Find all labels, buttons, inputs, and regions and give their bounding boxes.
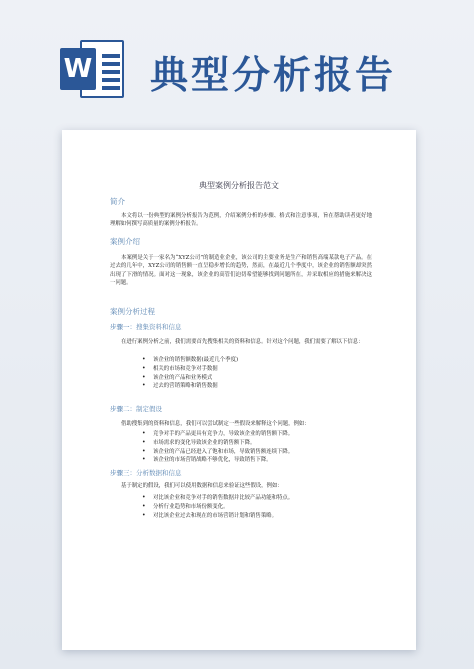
paragraph-step3: 基于制定的假设，我们可以使用数据和信息来验证这些假设，例如： bbox=[121, 483, 283, 489]
list-item: • 市场需求的变化导致该企业的销售额下降。 bbox=[142, 439, 370, 448]
list-item: • 过去的营销策略和销售数据 bbox=[142, 382, 370, 391]
list-item: • 该企业的市场营销战略不够优化，导致销售下降。 bbox=[142, 456, 370, 465]
word-document-icon bbox=[60, 40, 124, 98]
list-item: • 该企业的产品已经进入了饱和市场，导致销售额连续下降。 bbox=[142, 448, 370, 457]
step3-title: 分析数据和信息 bbox=[136, 469, 182, 477]
heading-process: 案例分析过程 bbox=[110, 307, 155, 316]
paragraph-case: 本案例是关于一家名为“XYZ公司”的制造业企业，该公司的主要业务是生产和销售高端某款电子产品。在过去的几年中，XYZ公司的销售额一直呈稳步增长的趋势，然而，在最近几个季度中，该企业的销售额却突然出现了下滑的情况。面对这一现象，该企业的高管们迫切希望能够找到问题所在，并采取相应的措施来解决这一问题。 bbox=[110, 255, 372, 287]
step2-title: 制定假设 bbox=[136, 405, 162, 413]
heading-step1 bbox=[110, 322, 182, 331]
header-banner bbox=[0, 0, 474, 125]
list-item: • 竞争对手的产品更具有竞争力，导致该企业的销售额下降。 bbox=[142, 430, 370, 439]
step1-label: 步骤一： bbox=[110, 323, 136, 331]
list-item: • 对比该企业过去和现在的市场营销计划和销售策略。 bbox=[142, 512, 370, 521]
heading-intro: 简介 bbox=[110, 197, 125, 206]
step1-title: 搜集资料和信息 bbox=[136, 323, 182, 331]
paragraph-step2: 借助搜集到的资料和信息，我们可以尝试制定一些假设来解释这个问题，例如： bbox=[121, 421, 310, 427]
list-item: • 相关的市场和竞争对手数据 bbox=[142, 365, 370, 374]
list-item: • 该企业的销售额数据(最近几个季度) bbox=[142, 356, 370, 365]
document-page bbox=[62, 130, 416, 650]
document-title: 典型案例分析报告范文 bbox=[199, 181, 279, 190]
step2-label: 步骤二： bbox=[110, 405, 136, 413]
list-item: • 对比该企业和竞争对手的销售数据并比较产品功能和特点。 bbox=[142, 494, 370, 503]
paragraph-step1: 在进行案例分析之前，我们需要首先搜集相关的资料和信息。针对这个问题，我们需要了解以下信息： bbox=[121, 339, 364, 345]
list-item: • 分析行业趋势和市场份额变化。 bbox=[142, 503, 370, 512]
bullet-list-step2 bbox=[142, 430, 370, 465]
heading-step3 bbox=[110, 468, 182, 477]
bullet-list-step3 bbox=[142, 494, 370, 520]
bullet-list-step1 bbox=[142, 356, 370, 391]
heading-case: 案例介绍 bbox=[110, 237, 140, 246]
heading-step2 bbox=[110, 404, 162, 413]
banner-title: 典型分析报告 bbox=[150, 53, 397, 97]
list-item: • 该企业的产品和业务模式 bbox=[142, 374, 370, 383]
word-letter-icon: W bbox=[60, 48, 96, 90]
step3-label: 步骤三： bbox=[110, 469, 136, 477]
paragraph-intro: 本文将以一份典型的案例分析报告为范例，介绍案例分析的步骤、格式和注意事项，旨在帮助读者更好地理解如何撰写高质量的案例分析报告。 bbox=[110, 213, 372, 228]
